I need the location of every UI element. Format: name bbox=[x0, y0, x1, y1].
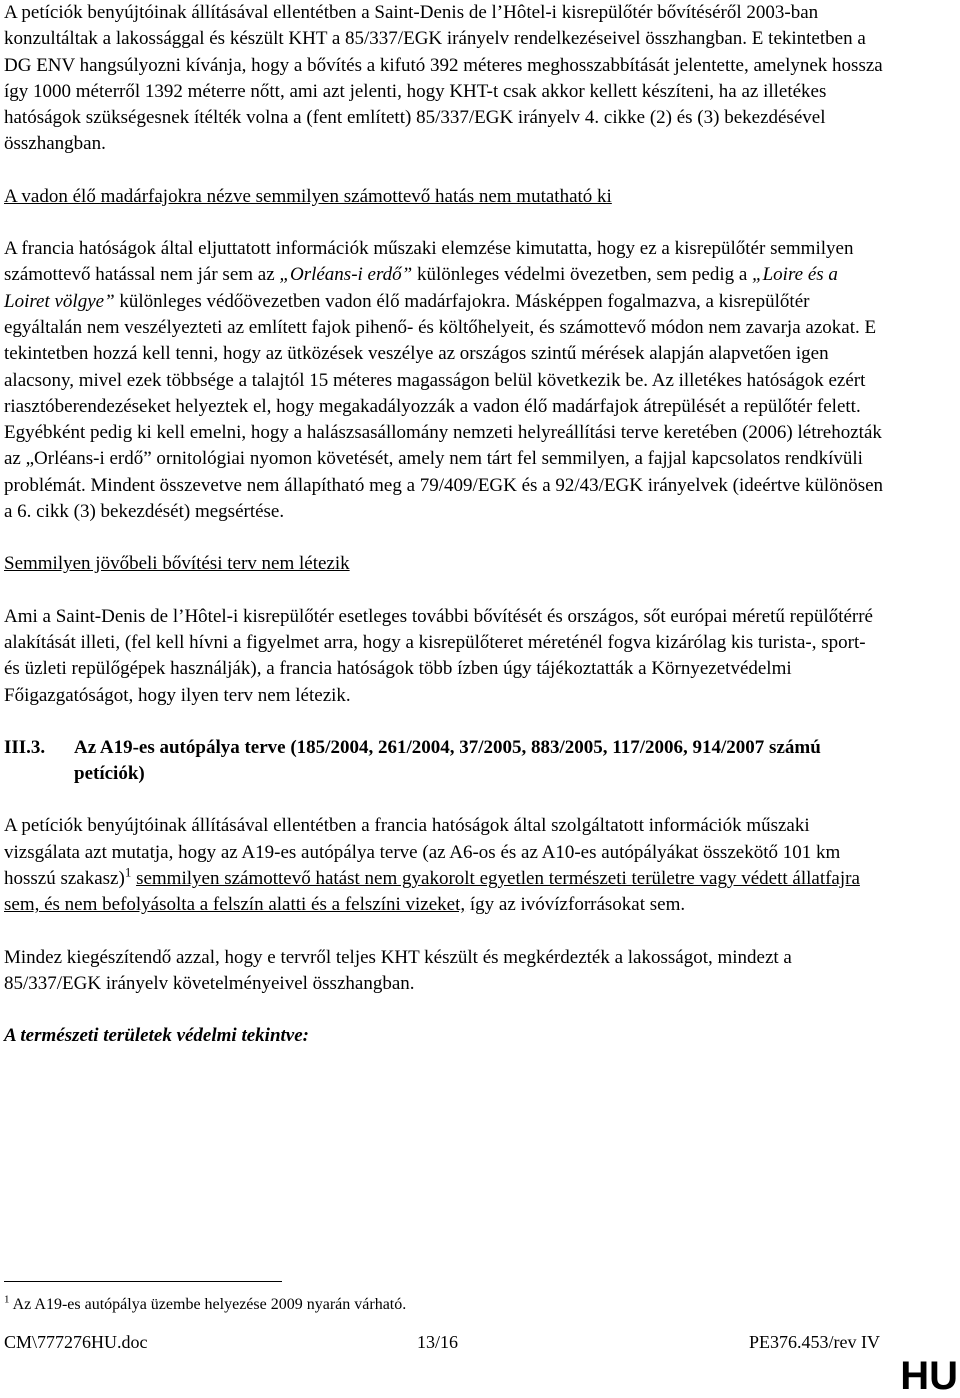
footer-page-number: 13/16 bbox=[417, 1332, 459, 1352]
heading-wild-birds: A vadon élő madárfajokra nézve semmilyen számottevő hatás nem mutatható ki bbox=[4, 185, 612, 207]
footer-reference: PE376.453/rev IV bbox=[749, 1332, 880, 1352]
section-title: Az A19-es autópálya terve (185/2004, 261/2004, 37/2005, 883/2005, 117/2006, 914/2007 számú petíciók) bbox=[74, 736, 821, 785]
paragraph-a19: A petíciók benyújtóinak állításával ellentétben a francia hatóságok által szolgáltatott információk műszaki vizsgálata azt mutatja, hogy az A19-es autópálya terve (az A6-os és az A10-es autópályákat összekötő 101 km hosszú szakasz)$^1$ semmilyen számottevő hatást nem gyakorolt egyetlen természeti területre vagy védett állatfajra sem, és nem befolyásolta a felszín alatti és a felszíni vizeket, így az ivóvízforrásokat sem. bbox=[4, 815, 860, 916]
footnote: $^1$ Az A19-es autópálya üzembe helyezése 2009 nyarán várható. bbox=[4, 1293, 407, 1313]
document-body bbox=[4, 0, 884, 1050]
language-code: HU bbox=[900, 1354, 958, 1398]
section-heading-a19 bbox=[4, 735, 884, 788]
section-number: III.3. bbox=[4, 736, 46, 758]
footnote-ref: 1 bbox=[124, 864, 132, 880]
heading-no-expansion: Semmilyen jövőbeli bővítési terv nem létezik bbox=[4, 553, 350, 575]
heading-natural-areas: A természeti területek védelmi tekintve: bbox=[4, 1025, 309, 1047]
footnote-separator bbox=[4, 1281, 282, 1282]
paragraph-intro: A petíciók benyújtóinak állításával ellentétben a Saint-Denis de l’Hôtel-i kisrepülőtér bővítéséről 2003-ban konzultáltak a lakossággal és készült KHT a 85/337/EGK irányelv rendelkezéseivel összhangban. E tekintetben a DG ENV hangsúlyozni kívánja, hogy a bővítés a kifutó 392 méteres meghosszabbítását jelentette, amelynek hossza így 1000 méterről 1392 méterre nőtt, ami azt jelenti, hogy KHT-t csak akkor kellett készíteni, ha az illetékes hatóságok szükségesnek ítélték volna a (fent említett) 85/337/EGK irányelv 4. cikke (2) és (3) bekezdésével összhangban. bbox=[4, 2, 883, 155]
paragraph-no-expansion: Ami a Saint-Denis de l’Hôtel-i kisrepülőtér esetleges további bővítését és országos, sőt európai méretű repülőtérré alakítását illeti, (fel kell hívni a figyelmet arra, hogy a kisrepülőteret méreténél fogva kizárólag kis turista-, sport- és üzleti repülőgépek használják), a francia hatóságok több ízben úgy tájékoztatták a Környezetvédelmi Főigazgatóságot, hogy ilyen terv nem létezik. bbox=[4, 605, 873, 706]
paragraph-birds: A francia hatóságok által eljuttatott információk műszaki elemzése kimutatta, hogy ez a kisrepülőtér semmilyen számottevő hatással nem jár sem az „Orléans-i erdő” különleges védelmi övezetben, sem pedig a „Loire és a Loiret völgye” különleges védőövezetben vadon élő madárfajokra. Másképpen fogalmazva, a kisrepülőtér egyáltalán nem veszélyezteti az említett fajok pihenő- és költőhelyeit, és számottevő módon nem zavarja azokat. E tekintetben hozzá kell tenni, hogy az ütközések veszélye az országos szintű mérések alapján alapvetően igen alacsony, mivel ezek többsége a talajtól 15 méteres magasságon belül következik be. Az illetékes hatóságok ezért riasztóberendezéseket helyeztek el, hogy megakadályozzák a vadon élő madárfajok átrepülését a repülőtér felett. Egyébként pedig ki kell emelni, hogy a halászsasállomány nemzeti helyreállítási terve keretében (2006) létrehozták az „Orléans-i erdő” ornitológiai nyomon követését, amely nem tárt fel semmilyen, a fajjal kapcsolatos rendkívüli problémát. Mindent összevetve nem állapítható meg a 79/409/EGK és a 92/43/EGK irányelvek (ideértve különösen a 6. cikk (3) bekezdését) megsértése. bbox=[4, 238, 884, 523]
footer-doc-id: CM\777276HU.doc bbox=[4, 1332, 148, 1352]
paragraph-kht: Mindez kiegészítendő azzal, hogy e tervről teljes KHT készült és megkérdezték a lakosságot, mindezt a 85/337/EGK irányelv követelményeivel összhangban. bbox=[4, 946, 792, 994]
